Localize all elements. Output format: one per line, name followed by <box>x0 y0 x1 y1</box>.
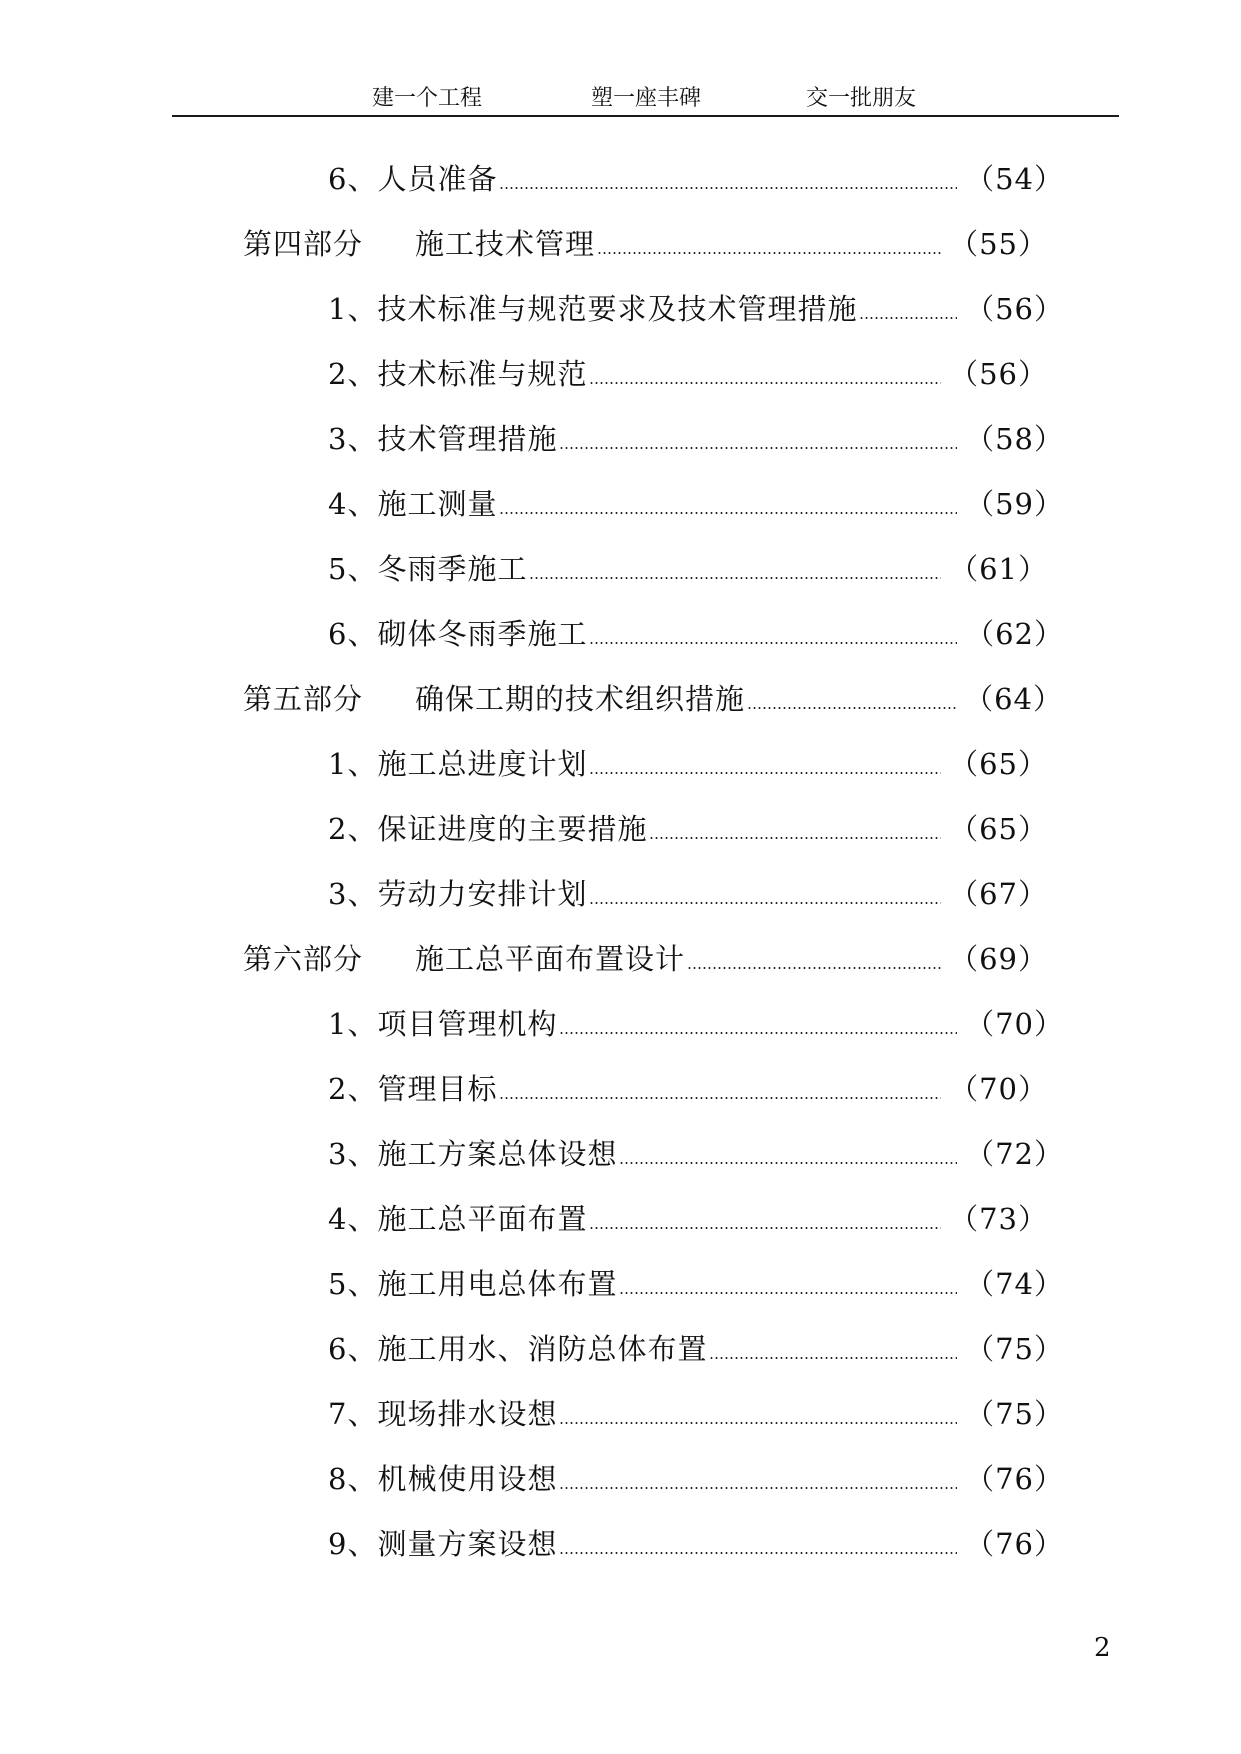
dot-leader <box>589 902 941 904</box>
dot-leader <box>529 577 941 579</box>
toc-entry <box>328 1197 1048 1241</box>
dot-leader <box>559 1552 957 1554</box>
toc-entry <box>328 1522 1064 1566</box>
toc-entry-title: 人员准备 <box>377 162 498 196</box>
toc-entry-number: 6、 <box>328 617 378 651</box>
toc-part-heading <box>243 677 1063 721</box>
toc-entry <box>328 807 1048 851</box>
toc-entry-number: 3、 <box>328 422 378 456</box>
toc-entry-page: （65） <box>949 747 1048 781</box>
dot-leader <box>589 772 941 774</box>
toc-part-label: 第五部分 <box>243 682 364 716</box>
toc-entry-page: （64） <box>964 682 1063 716</box>
dot-leader <box>687 967 941 969</box>
dot-leader <box>559 447 957 449</box>
toc-part-label: 第六部分 <box>243 942 364 976</box>
toc-entry-number: 9、 <box>328 1527 378 1561</box>
toc-entry-title: 机械使用设想 <box>377 1462 558 1496</box>
toc-entry-page: （58） <box>965 422 1064 456</box>
toc-entry-number: 1、 <box>328 1007 378 1041</box>
toc-entry <box>328 872 1048 916</box>
toc-entry-page: （55） <box>949 227 1048 261</box>
toc-entry-page: （75） <box>965 1397 1064 1431</box>
toc-entry-title: 施工用水、消防总体布置 <box>377 1332 708 1366</box>
toc-entry-number: 1、 <box>328 292 378 326</box>
toc-entry-title: 技术管理措施 <box>377 422 558 456</box>
toc-entry <box>328 1392 1064 1436</box>
toc-entry-page: （75） <box>965 1332 1064 1366</box>
toc-entry <box>328 1457 1064 1501</box>
toc-entry-number: 8、 <box>328 1462 378 1496</box>
toc-entry-number: 4、 <box>328 487 378 521</box>
toc-entry <box>328 1262 1064 1306</box>
toc-entry-page: （65） <box>949 812 1048 846</box>
header-center-text: 塑一座丰碑 <box>591 86 702 111</box>
toc-entry-page: （76） <box>965 1527 1064 1561</box>
toc-entry-number: 2、 <box>328 357 378 391</box>
toc-entry-number: 5、 <box>328 1267 378 1301</box>
dot-leader <box>589 642 957 644</box>
toc-entry-title: 施工用电总体布置 <box>377 1267 618 1301</box>
running-header <box>0 84 1241 114</box>
dot-leader <box>859 317 957 319</box>
toc-entry <box>328 547 1048 591</box>
dot-leader <box>559 1032 957 1034</box>
toc-entry <box>328 417 1064 461</box>
toc-entry-number: 3、 <box>328 877 378 911</box>
toc-entry <box>328 287 1064 331</box>
toc-part-heading <box>243 222 1048 266</box>
toc-entry-title: 测量方案设想 <box>377 1527 558 1561</box>
toc-entry <box>328 482 1064 526</box>
toc-entry-title: 施工方案总体设想 <box>377 1137 618 1171</box>
toc-entry-title: 施工总平面布置设计 <box>415 942 686 976</box>
toc-entry-number: 5、 <box>328 552 378 586</box>
toc-entry-page: （67） <box>949 877 1048 911</box>
toc-entry-title: 施工技术管理 <box>415 227 596 261</box>
toc-entry-number: 4、 <box>328 1202 378 1236</box>
toc-entry-page: （69） <box>949 942 1048 976</box>
toc-entry-title: 现场排水设想 <box>377 1397 558 1431</box>
toc-entry-title: 技术标准与规范要求及技术管理措施 <box>377 292 858 326</box>
dot-leader <box>619 1292 957 1294</box>
toc-entry <box>328 352 1048 396</box>
dot-leader <box>597 252 941 254</box>
toc-entry-page: （61） <box>949 552 1048 586</box>
dot-leader <box>649 837 941 839</box>
toc-entry <box>328 1067 1048 1111</box>
toc-entry-page: （73） <box>949 1202 1048 1236</box>
toc-entry-number: 2、 <box>328 812 378 846</box>
toc-entry-page: （70） <box>965 1007 1064 1041</box>
toc-entry-title: 确保工期的技术组织措施 <box>415 682 746 716</box>
toc-entry-page: （59） <box>965 487 1064 521</box>
toc-entry-page: （62） <box>965 617 1064 651</box>
dot-leader <box>747 707 956 709</box>
header-rule <box>172 115 1119 117</box>
page-number: 2 <box>1094 1633 1111 1663</box>
toc-entry-title: 技术标准与规范 <box>377 357 588 391</box>
toc-entry <box>328 612 1064 656</box>
toc-entry <box>328 1327 1064 1371</box>
dot-leader <box>559 1487 957 1489</box>
toc-entry-title: 劳动力安排计划 <box>377 877 588 911</box>
toc-entry-number: 7、 <box>328 1397 378 1431</box>
toc-entry <box>328 1132 1064 1176</box>
toc-entry-number: 3、 <box>328 1137 378 1171</box>
toc-entry-title: 砌体冬雨季施工 <box>377 617 588 651</box>
toc-entry-title: 项目管理机构 <box>377 1007 558 1041</box>
toc-entry-title: 管理目标 <box>377 1072 498 1106</box>
toc-entry-page: （74） <box>965 1267 1064 1301</box>
toc-entry-title: 冬雨季施工 <box>377 552 528 586</box>
toc-entry-title: 施工测量 <box>377 487 498 521</box>
dot-leader <box>709 1357 957 1359</box>
toc-entry-title: 施工总进度计划 <box>377 747 588 781</box>
header-right-text: 交一批朋友 <box>806 86 917 111</box>
toc-entry <box>328 157 1064 201</box>
toc-entry-page: （76） <box>965 1462 1064 1496</box>
dot-leader <box>619 1162 957 1164</box>
toc-entry-page: （70） <box>949 1072 1048 1106</box>
toc-entry-page: （54） <box>965 162 1064 196</box>
dot-leader <box>499 187 957 189</box>
toc-entry-number: 6、 <box>328 162 378 196</box>
dot-leader <box>559 1422 957 1424</box>
toc-entry-number: 1、 <box>328 747 378 781</box>
dot-leader <box>589 382 941 384</box>
toc-entry-title: 保证进度的主要措施 <box>377 812 648 846</box>
toc-entry <box>328 1002 1064 1046</box>
toc-entry-page: （56） <box>949 357 1048 391</box>
toc-entry-number: 6、 <box>328 1332 378 1366</box>
toc-entry-page: （56） <box>965 292 1064 326</box>
dot-leader <box>499 512 957 514</box>
dot-leader <box>499 1097 941 1099</box>
toc-part-label: 第四部分 <box>243 227 364 261</box>
toc-entry-number: 2、 <box>328 1072 378 1106</box>
header-left-text: 建一个工程 <box>372 86 483 111</box>
toc-entry <box>328 742 1048 786</box>
toc-part-heading <box>243 937 1048 981</box>
dot-leader <box>589 1227 941 1229</box>
toc-entry-title: 施工总平面布置 <box>377 1202 588 1236</box>
toc-entry-page: （72） <box>965 1137 1064 1171</box>
